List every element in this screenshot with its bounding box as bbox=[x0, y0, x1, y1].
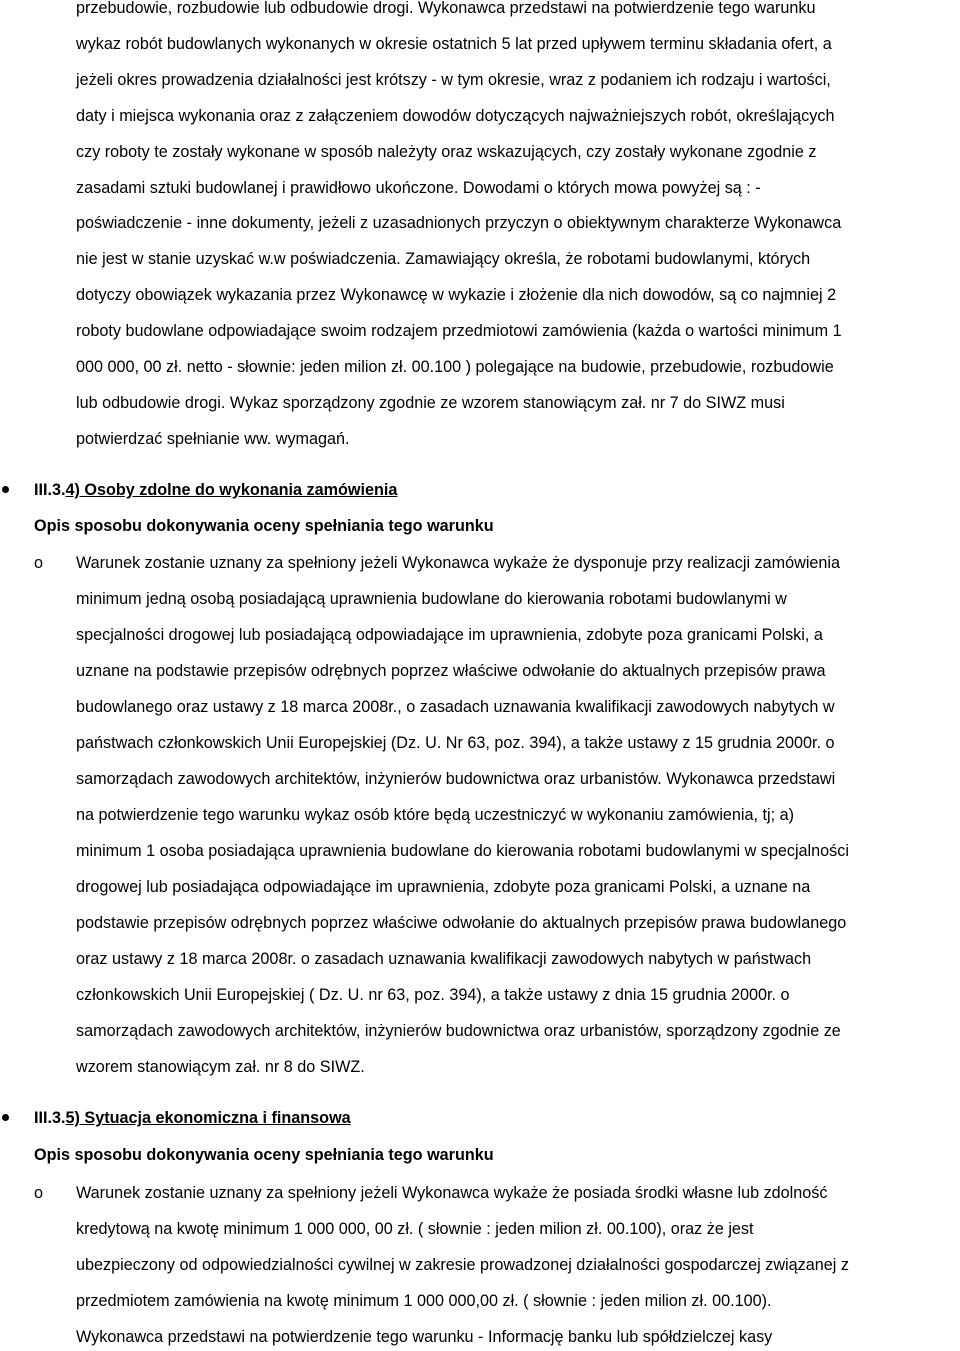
text-line: podstawie przepisów odrębnych poprzez właściwe odwołanie do aktualnych przepisów prawa budowlanego bbox=[76, 914, 847, 932]
text-line: wykaz robót budowlanych wykonanych w okresie ostatnich 5 lat przed upływem terminu składania ofert, a bbox=[76, 34, 832, 53]
text-line: dotyczy obowiązek wykazania przez Wykonawcę w wykazie i złożenie dla nich dowodów, są co najmniej 2 bbox=[76, 286, 837, 305]
text-line: lub odbudowie drogi. Wykaz sporządzony zgodnie ze wzorem stanowiącym zał. nr 7 do SIWZ musi bbox=[76, 393, 785, 412]
circle-bullet: o bbox=[34, 1184, 44, 1202]
text-line: zasadami sztuki budowlanej i prawidłowo ukończone. Dowodami o których mowa powyżej są : - bbox=[76, 178, 761, 197]
text-line: oraz ustawy z 18 marca 2008r. o zasadach uznawania kwalifikacji zawodowych nabytych w państwach bbox=[76, 950, 812, 968]
text-line: wzorem stanowiącym zał. nr 8 do SIWZ. bbox=[76, 1058, 365, 1076]
text-line: daty i miejsca wykonania oraz z załączeniem dowodów dotyczących najważniejszych robót, określających bbox=[76, 106, 835, 125]
text-line: minimum 1 osoba posiadająca uprawnienia budowlane do kierowania robotami budowlanymi w specjalności bbox=[76, 842, 849, 860]
text-line: kredytową na kwotę minimum 1 000 000, 00 zł. ( słownie : jeden milion zł. 00.100), oraz że jest bbox=[76, 1220, 754, 1238]
text-line: 000 000, 00 zł. netto - słownie: jeden milion zł. 00.100 ) polegające na budowie, przebudowie, rozbudowie bbox=[76, 358, 834, 376]
section-heading-3-4: III.3.4) Osoby zdolne do wykonania zamówienia bbox=[34, 481, 398, 499]
text-line: samorządach zawodowych architektów, inżynierów budownictwa oraz urbanistów. Wykonawca przedstawi bbox=[76, 770, 836, 788]
text-line: czy roboty te zostały wykonane w sposób należyty oraz wskazujących, czy zostały wykonane zgodnie z bbox=[76, 142, 817, 161]
text-line: na potwierdzenie tego warunku wykaz osób które będą uczestniczyć w wykonaniu zamówienia, tj; a) bbox=[76, 806, 795, 824]
text-line: budowlanego oraz ustawy z 18 marca 2008r., o zasadach uznawania kwalifikacji zawodowych nabytych w bbox=[76, 698, 835, 716]
circle-bullet: o bbox=[34, 554, 44, 572]
text-line: drogowej lub posiadająca odpowiadające im uprawnienia, zdobyte poza granicami Polski, a uznane na bbox=[76, 878, 811, 896]
text-line: potwierdzać spełnianie ww. wymagań. bbox=[76, 429, 350, 448]
bullet-dot bbox=[2, 486, 9, 493]
bullet-dot bbox=[2, 1114, 9, 1121]
text-line: roboty budowlane odpowiadające swoim rodzajem przedmiotowi zamówienia (każda o wartości minimum 1 bbox=[76, 322, 842, 341]
text-line: minimum jedną osobą posiadającą uprawnienia budowlane do kierowania robotami budowlanymi w bbox=[76, 590, 787, 608]
text-line: państwach członkowskich Unii Europejskiej (Dz. U. Nr 63, poz. 394), a także ustawy z 15 grudnia 2000r. o bbox=[76, 734, 835, 752]
text-line: Warunek zostanie uznany za spełniony jeżeli Wykonawca wykaże że posiada środki własne lub zdolność bbox=[76, 1184, 828, 1202]
section-subtitle-3-5: Opis sposobu dokonywania oceny spełniania tego warunku bbox=[34, 1146, 494, 1164]
text-line: nie jest w stanie uzyskać w.w poświadczenia. Zamawiający określa, że robotami budowlanymi, których bbox=[76, 250, 811, 269]
text-line: Warunek zostanie uznany za spełniony jeżeli Wykonawca wykaże że dysponuje przy realizacji zamówienia bbox=[76, 554, 841, 572]
text-line: jeżeli okres prowadzenia działalności jest krótszy - w tym okresie, wraz z podaniem ich rodzaju i wartości, bbox=[76, 70, 831, 89]
text-line: specjalności drogowej lub posiadającą odpowiadające im uprawnienia, zdobyte poza granicami Polski, a bbox=[76, 626, 823, 644]
text-line: przedmiotem zamówienia na kwotę minimum 1 000 000,00 zł. ( słownie : jeden milion zł. 00.100). bbox=[76, 1292, 772, 1310]
text-line: samorządach zawodowych architektów, inżynierów budownictwa oraz urbanistów, sporządzony zgodnie ze bbox=[76, 1022, 841, 1040]
section-subtitle-3-4: Opis sposobu dokonywania oceny spełniania tego warunku bbox=[34, 517, 494, 535]
text-line: ubezpieczony od odpowiedzialności cywilnej w zakresie prowadzonej działalności gospodarczej związanej z bbox=[76, 1256, 849, 1274]
text-line: Wykonawca przedstawi na potwierdzenie tego warunku - Informację banku lub spółdzielczej kasy bbox=[76, 1328, 773, 1346]
section-heading-3-5: III.3.5) Sytuacja ekonomiczna i finansowa bbox=[34, 1109, 351, 1127]
text-line: przebudowie, rozbudowie lub odbudowie drogi. Wykonawca przedstawi na potwierdzenie tego warunku bbox=[76, 0, 816, 17]
text-line: poświadczenie - inne dokumenty, jeżeli z uzasadnionych przyczyn o obiektywnym charakterze Wykonawca bbox=[76, 214, 842, 233]
text-line: członkowskich Unii Europejskiej ( Dz. U. nr 63, poz. 394), a także ustawy z dnia 15 grudnia 2000r. o bbox=[76, 986, 790, 1004]
text-line: uznane na podstawie przepisów odrębnych poprzez właściwe odwołanie do aktualnych przepisów prawa bbox=[76, 662, 826, 680]
